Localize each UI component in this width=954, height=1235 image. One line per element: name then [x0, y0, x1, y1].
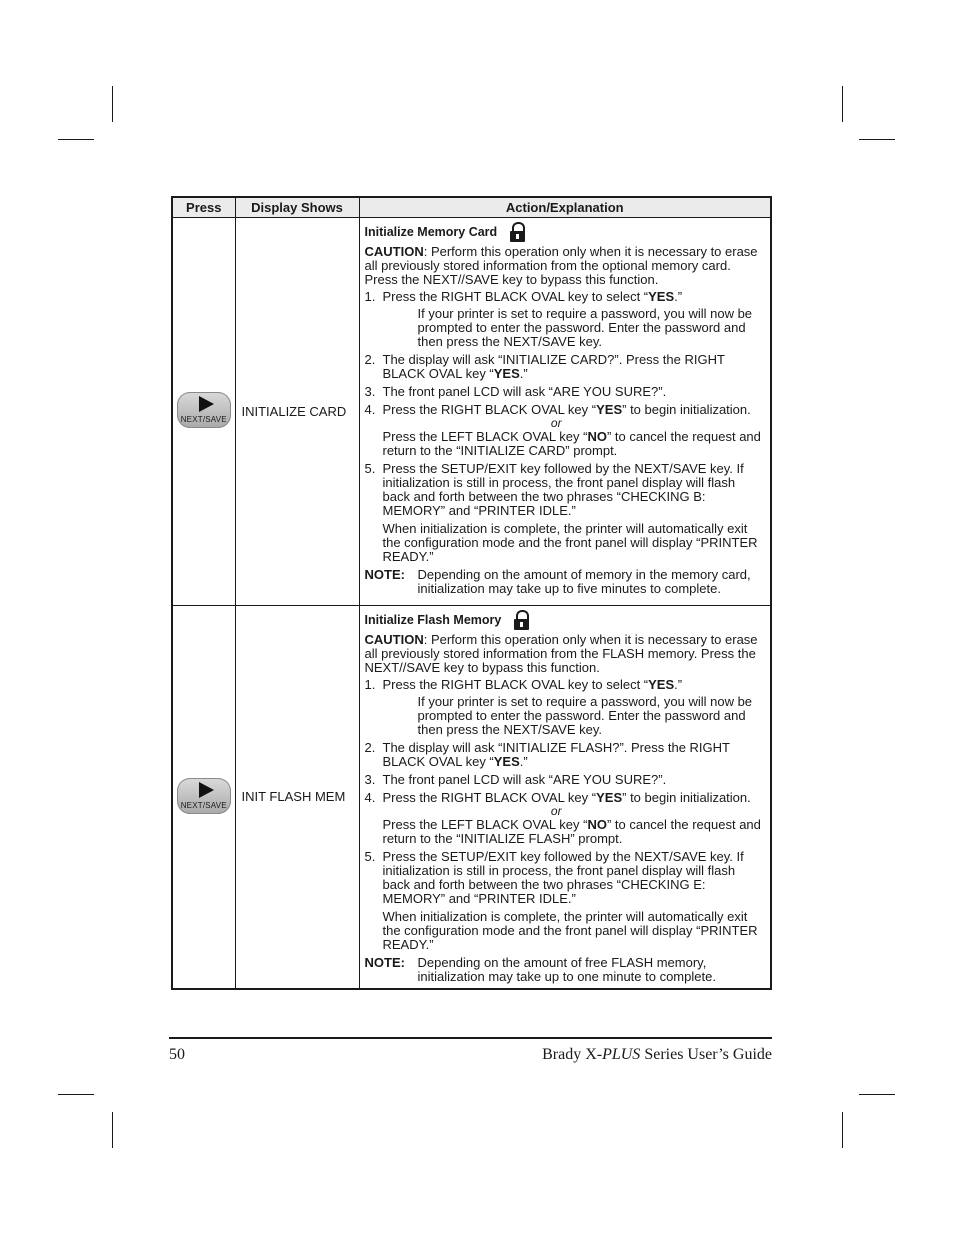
header-display-shows: Display Shows — [235, 197, 359, 218]
section-title: Initialize Memory Card — [365, 222, 767, 242]
page-number: 50 — [169, 1046, 185, 1063]
crop-mark — [112, 86, 113, 122]
list-item: 2. The display will ask “INITIALIZE CARD?”. Press the RIGHT BLACK OVAL key “YES.” — [364, 352, 725, 381]
crop-mark — [859, 1094, 895, 1095]
cancel-instruction: Press the LEFT BLACK OVAL key “NO” to cancel the request and return to the “INITIALIZE FLASH” prompt. — [382, 817, 761, 846]
footer-rule — [169, 1037, 772, 1039]
section-title: Initialize Flash Memory — [365, 610, 767, 630]
header-action-explanation: Action/Explanation — [359, 197, 771, 218]
right-triangle-icon — [199, 782, 214, 798]
caution-paragraph: CAUTION: Perform this operation only when it is necessary to erase all previously stored information from the optional memory card. Press the NEXT//SAVE key to bypass this function. — [364, 244, 758, 287]
list-item: 1. Press the RIGHT BLACK OVAL key to select “YES.” If your printer is set to require a password, you will now be prompted to enter the password. Enter the password and then press the NEXT/SAVE key. — [365, 678, 767, 737]
list-item: 5. Press the SETUP/EXIT key followed by the NEXT/SAVE key. If initialization is still in process, the front panel display will flash back and forth between the two phrases “CHECKING B: MEMORY” and “PRINTER IDLE.” When initialization is complete, the printer will automatically exit the configuration mode and the front panel will display “PRINTER READY.” — [365, 462, 767, 564]
list-item: 2. The display will ask “INITIALIZE FLASH?”. Press the RIGHT BLACK OVAL key “YES.” — [364, 740, 730, 769]
action-cell — [359, 606, 771, 990]
procedure-table — [171, 196, 772, 990]
table-header-row — [172, 197, 771, 218]
press-cell — [172, 218, 235, 606]
crop-mark — [58, 1094, 94, 1095]
completion-note: When initialization is complete, the printer will automatically exit the configuration mode and the front panel will display “PRINTER READY.” — [382, 521, 758, 564]
step-list — [365, 678, 767, 952]
press-cell — [172, 606, 235, 990]
list-item: 3. The front panel LCD will ask “ARE YOU SURE?”. — [364, 384, 667, 399]
crop-mark — [859, 139, 895, 140]
crop-mark — [842, 1112, 843, 1148]
crop-mark — [842, 86, 843, 122]
lock-icon — [510, 222, 526, 242]
table-row — [172, 606, 771, 990]
display-shows-cell: INITIALIZE CARD — [235, 218, 359, 606]
header-press: Press — [172, 197, 235, 218]
caution-paragraph: CAUTION: Perform this operation only when it is necessary to erase all previously stored information from the FLASH memory. Press the NEXT//SAVE key to bypass this function. — [364, 632, 758, 675]
note: NOTE: Depending on the amount of memory in the memory card, initialization may take up to five minutes to complete. — [364, 567, 751, 596]
list-item: 4. Press the RIGHT BLACK OVAL key “YES” to begin initialization. or Press the LEFT BLACK OVAL key “NO” to cancel the request and return to the “INITIALIZE FLASH” prompt. — [365, 791, 767, 846]
table-row — [172, 218, 771, 606]
note: NOTE: Depending on the amount of free FLASH memory, initialization may take up to one minute to complete. — [364, 955, 716, 984]
list-item: 4. Press the RIGHT BLACK OVAL key “YES” to begin initialization. or Press the LEFT BLACK OVAL key “NO” to cancel the request and return to the “INITIALIZE CARD” prompt. — [365, 403, 767, 458]
list-item: 5. Press the SETUP/EXIT key followed by the NEXT/SAVE key. If initialization is still in process, the front panel display will flash back and forth between the two phrases “CHECKING E: MEMORY” and “PRINTER IDLE.” When initialization is complete, the printer will automatically exit the configuration mode and the front panel will display “PRINTER READY.” — [365, 850, 767, 952]
step-list — [365, 290, 767, 564]
key-label: NEXT/SAVE — [180, 415, 227, 424]
list-item: 1. Press the RIGHT BLACK OVAL key to select “YES.” If your printer is set to require a password, you will now be prompted to enter the password. Enter the password and then press the NEXT/SAVE key. — [365, 290, 767, 349]
action-cell — [359, 218, 771, 606]
password-note: If your printer is set to require a password, you will now be prompted to enter the password. Enter the password and then press the NEXT/SAVE key. — [417, 694, 753, 737]
next-save-key — [177, 778, 231, 814]
display-shows-cell: INIT FLASH MEM — [235, 606, 359, 990]
lock-icon — [514, 610, 530, 630]
or-separator: or — [550, 416, 562, 430]
completion-note: When initialization is complete, the printer will automatically exit the configuration mode and the front panel will display “PRINTER READY.” — [382, 909, 758, 952]
key-label: NEXT/SAVE — [180, 800, 227, 810]
password-note: If your printer is set to require a password, you will now be prompted to enter the password. Enter the password and then press the NEXT/SAVE key. — [417, 306, 753, 349]
next-save-key — [177, 392, 231, 428]
cancel-instruction: Press the LEFT BLACK OVAL key “NO” to cancel the request and return to the “INITIALIZE CARD” prompt. — [382, 429, 761, 458]
guide-title: Brady X-PLUS Series User’s Guide — [542, 1046, 772, 1063]
or-separator: or — [550, 804, 562, 818]
list-item: 3. The front panel LCD will ask “ARE YOU SURE?”. — [364, 772, 667, 787]
right-triangle-icon — [199, 396, 214, 412]
crop-mark — [58, 139, 94, 140]
crop-mark — [112, 1112, 113, 1148]
